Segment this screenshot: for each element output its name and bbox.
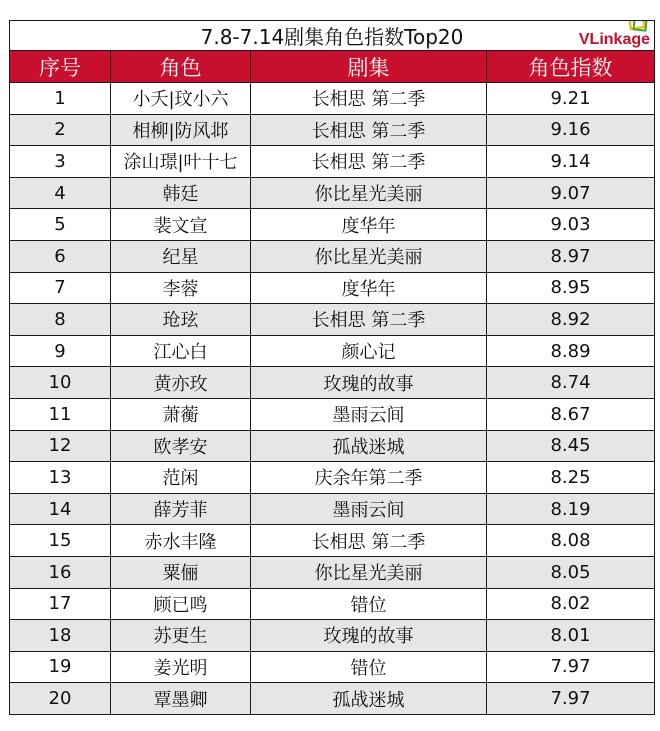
role-cell: 江心白	[111, 335, 251, 367]
table-row	[10, 209, 655, 241]
drama-cell: 错位	[251, 651, 487, 683]
table-row	[10, 525, 655, 557]
rank-cell: 6	[10, 240, 111, 272]
drama-cell: 孤战迷城	[251, 430, 487, 462]
rank-cell: 19	[10, 651, 111, 683]
header-row	[10, 51, 655, 83]
drama-cell: 孤战迷城	[251, 683, 487, 715]
ranking-table	[9, 20, 655, 715]
role-cell: 薛芳菲	[111, 493, 251, 525]
role-cell: 韩廷	[111, 177, 251, 209]
index-cell: 8.02	[487, 588, 655, 620]
column-header-drama: 剧集	[251, 51, 487, 83]
rank-cell: 3	[10, 146, 111, 178]
drama-cell: 错位	[251, 588, 487, 620]
table-row	[10, 83, 655, 115]
drama-cell: 长相思 第二季	[251, 83, 487, 115]
role-cell: 萧蘅	[111, 398, 251, 430]
table-row	[10, 146, 655, 178]
rank-cell: 17	[10, 588, 111, 620]
rank-cell: 14	[10, 493, 111, 525]
role-cell: 赤水丰隆	[111, 525, 251, 557]
rank-cell: 11	[10, 398, 111, 430]
index-cell: 8.97	[487, 240, 655, 272]
rank-cell: 18	[10, 620, 111, 652]
index-cell: 9.07	[487, 177, 655, 209]
rank-cell: 7	[10, 272, 111, 304]
index-cell: 7.97	[487, 683, 655, 715]
index-cell: 8.01	[487, 620, 655, 652]
table-row	[10, 462, 655, 494]
drama-cell: 长相思 第二季	[251, 525, 487, 557]
table-row	[10, 651, 655, 683]
index-cell: 7.97	[487, 651, 655, 683]
table-row	[10, 588, 655, 620]
index-cell: 8.05	[487, 556, 655, 588]
column-header-rank: 序号	[10, 51, 111, 83]
index-cell: 8.74	[487, 367, 655, 399]
role-cell: 覃墨卿	[111, 683, 251, 715]
column-header-index: 角色指数	[487, 51, 655, 83]
rank-cell: 1	[10, 83, 111, 115]
table-row	[10, 177, 655, 209]
role-cell: 姜光明	[111, 651, 251, 683]
rank-cell: 15	[10, 525, 111, 557]
table-row	[10, 114, 655, 146]
index-cell: 8.92	[487, 304, 655, 336]
index-cell: 9.21	[487, 83, 655, 115]
table-row	[10, 240, 655, 272]
role-cell: 玱玹	[111, 304, 251, 336]
index-cell: 8.45	[487, 430, 655, 462]
title-row	[10, 21, 655, 51]
logo-text: VLinkage	[578, 31, 651, 48]
rank-cell: 9	[10, 335, 111, 367]
rank-cell: 4	[10, 177, 111, 209]
rank-cell: 20	[10, 683, 111, 715]
drama-cell: 长相思 第二季	[251, 304, 487, 336]
drama-cell: 你比星光美丽	[251, 556, 487, 588]
drama-cell: 你比星光美丽	[251, 240, 487, 272]
index-cell: 8.19	[487, 493, 655, 525]
role-cell: 相柳|防风邶	[111, 114, 251, 146]
index-cell: 8.89	[487, 335, 655, 367]
drama-cell: 长相思 第二季	[251, 114, 487, 146]
rank-cell: 5	[10, 209, 111, 241]
drama-cell: 墨雨云间	[251, 398, 487, 430]
index-cell: 9.14	[487, 146, 655, 178]
drama-cell: 度华年	[251, 209, 487, 241]
index-cell: 8.08	[487, 525, 655, 557]
drama-cell: 庆余年第二季	[251, 462, 487, 494]
role-cell: 纪星	[111, 240, 251, 272]
role-cell: 苏更生	[111, 620, 251, 652]
drama-cell: 你比星光美丽	[251, 177, 487, 209]
drama-cell: 墨雨云间	[251, 493, 487, 525]
rank-cell: 16	[10, 556, 111, 588]
rank-cell: 8	[10, 304, 111, 336]
table-row	[10, 683, 655, 715]
column-header-role: 角色	[111, 51, 251, 83]
title-cell	[10, 21, 655, 51]
table-row	[10, 367, 655, 399]
role-cell: 欧孝安	[111, 430, 251, 462]
role-cell: 范闲	[111, 462, 251, 494]
index-cell: 9.16	[487, 114, 655, 146]
logo-mark-icon	[626, 21, 652, 38]
table-row	[10, 556, 655, 588]
table-row	[10, 335, 655, 367]
index-cell: 9.03	[487, 209, 655, 241]
role-cell: 涂山璟|叶十七	[111, 146, 251, 178]
rank-cell: 2	[10, 114, 111, 146]
drama-cell: 颜心记	[251, 335, 487, 367]
role-cell: 裴文宣	[111, 209, 251, 241]
table-row	[10, 272, 655, 304]
role-cell: 李蓉	[111, 272, 251, 304]
table-row	[10, 304, 655, 336]
index-cell: 8.95	[487, 272, 655, 304]
table-row	[10, 398, 655, 430]
table-row	[10, 620, 655, 652]
role-cell: 粟俪	[111, 556, 251, 588]
table-row	[10, 493, 655, 525]
role-cell: 小夭|玟小六	[111, 83, 251, 115]
index-cell: 8.67	[487, 398, 655, 430]
vlinkage-logo	[579, 23, 650, 49]
drama-cell: 玫瑰的故事	[251, 620, 487, 652]
table-row	[10, 430, 655, 462]
ranking-table-container	[9, 20, 654, 715]
table-title: 7.8-7.14剧集角色指数Top20	[200, 25, 464, 49]
drama-cell: 度华年	[251, 272, 487, 304]
rank-cell: 10	[10, 367, 111, 399]
role-cell: 顾已鸣	[111, 588, 251, 620]
index-cell: 8.25	[487, 462, 655, 494]
drama-cell: 玫瑰的故事	[251, 367, 487, 399]
rank-cell: 12	[10, 430, 111, 462]
drama-cell: 长相思 第二季	[251, 146, 487, 178]
role-cell: 黄亦玫	[111, 367, 251, 399]
rank-cell: 13	[10, 462, 111, 494]
